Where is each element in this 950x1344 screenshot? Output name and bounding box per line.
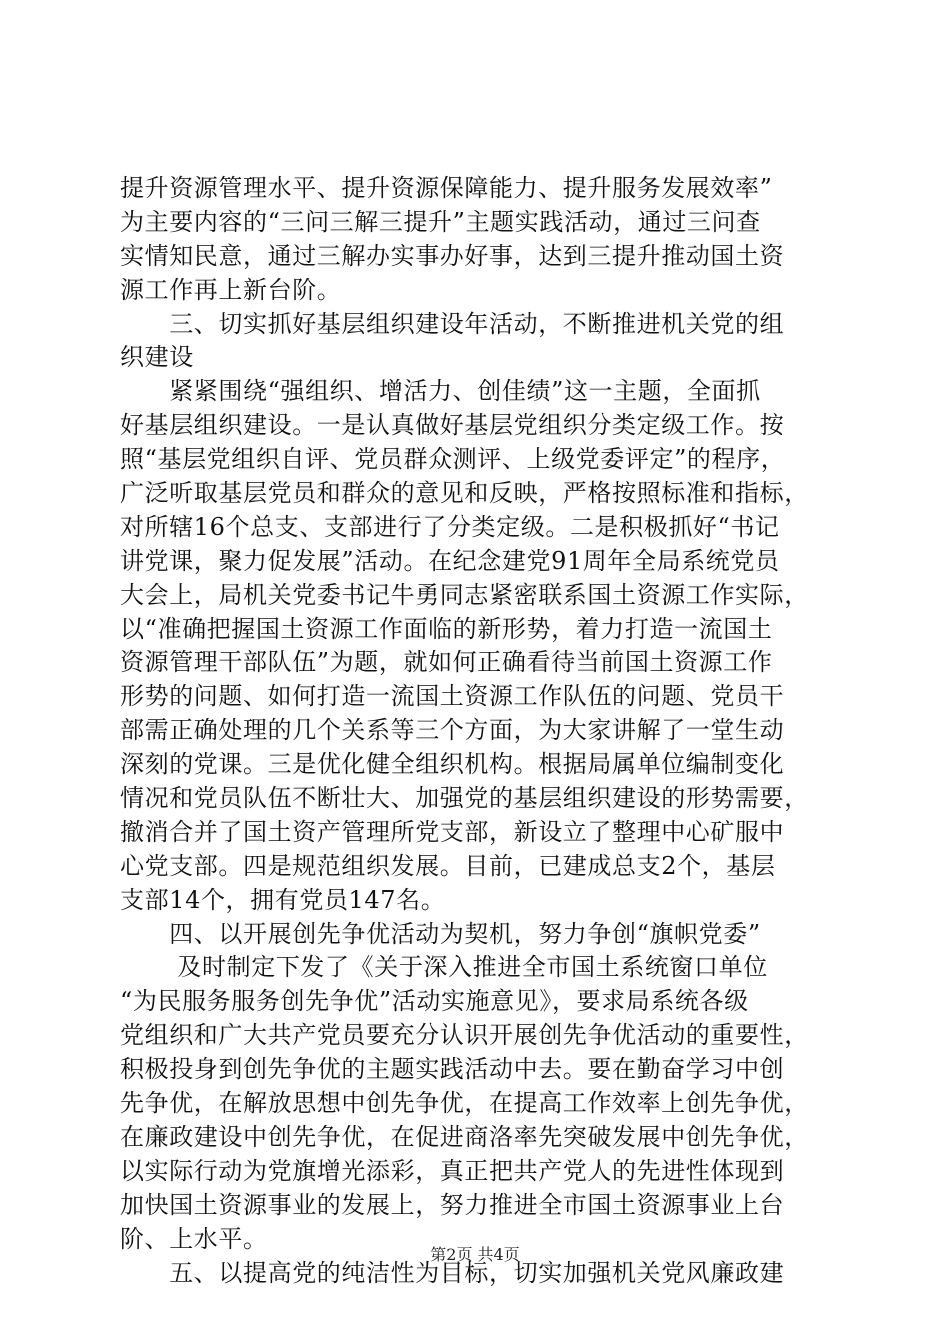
text-line: “为民服务服务创先争优”活动实施意见》，要求局系统各级	[120, 987, 749, 1016]
text-line: 心党支部。四是规范组织发展。目前，已建成总支2个，基层	[120, 851, 776, 880]
text-line: 广泛听取基层党员和群众的意见和反映，严格按照标准和指标，	[120, 479, 809, 508]
text-line: 支部14个，拥有党员147名。	[120, 885, 446, 914]
text-line: 紧紧围绕“强组织、增活力、创佳绩”这一主题，全面抓	[120, 377, 761, 406]
text-line: 实情知民意，通过三解办实事办好事，达到三提升推动国土资	[120, 241, 785, 270]
text-line: 三、切实抓好基层组织建设年活动，不断推进机关党的组	[120, 309, 785, 338]
text-line: 深刻的党课。三是优化健全组织机构。根据局属单位编制变化	[120, 750, 785, 779]
text-line: 源工作再上新台阶。	[120, 275, 342, 304]
text-line: 为主要内容的“三问三解三提升”主题实践活动，通过三问查	[120, 207, 761, 236]
page-footer: 第2页 共4页	[430, 1245, 520, 1264]
text-line: 党组织和广大共产党员要充分认识开展创先争优活动的重要性，	[120, 1021, 809, 1050]
text-line: 大会上，局机关党委书记牛勇同志紧密联系国土资源工作实际，	[120, 580, 809, 609]
text-line: 积极投身到创先争优的主题实践活动中去。要在勤奋学习中创	[120, 1055, 785, 1084]
text-line: 照“基层党组织自评、党员群众测评、上级党委评定”的程序，	[120, 445, 786, 474]
text-line: 情况和党员队伍不断壮大、加强党的基层组织建设的形势需要，	[120, 784, 809, 813]
text-line: 好基层组织建设。一是认真做好基层党组织分类定级工作。按	[120, 411, 785, 440]
body-text	[120, 172, 838, 1290]
text-line: 在廉政建设中创先争优，在促进商洛率先突破发展中创先争优，	[120, 1122, 809, 1151]
text-line: 及时制定下发了《关于深入推进全市国土系统窗口单位	[120, 953, 768, 982]
text-line: 部需正确处理的几个关系等三个方面，为大家讲解了一堂生动	[120, 716, 785, 745]
text-line: 五、以提高党的纯洁性为目标，切实加强机关党风廉政建	[120, 1258, 785, 1287]
text-line: 四、以开展创先争优活动为契机，努力争创“旗帜党委”	[120, 919, 761, 948]
text-line: 提升资源管理水平、提升资源保障能力、提升服务发展效率”	[120, 174, 773, 202]
text-line: 讲党课，聚力促发展”活动。在纪念建党91周年全局系统党员	[120, 546, 780, 575]
text-line: 撤消合并了国土资产管理所党支部，新设立了整理中心矿服中	[120, 817, 785, 846]
text-line: 对所辖16个总支、支部进行了分类定级。二是积极抓好“书记	[120, 512, 780, 541]
text-line: 阶、上水平。	[120, 1224, 268, 1253]
text-line: 以实际行动为党旗增光添彩，真正把共产党人的先进性体现到	[120, 1156, 785, 1185]
text-line: 加快国土资源事业的发展上，努力推进全市国土资源事业上台	[120, 1190, 785, 1219]
text-line: 形势的问题、如何打造一流国土资源工作队伍的问题、党员干	[120, 682, 785, 711]
text-line: 先争优，在解放思想中创先争优，在提高工作效率上创先争优，	[120, 1089, 809, 1118]
text-line: 织建设	[120, 343, 194, 372]
text-line: 资源管理干部队伍”为题，就如何正确看待当前国土资源工作	[120, 648, 773, 677]
text-line: 以“准确把握国土资源工作面临的新形势，着力打造一流国土	[120, 614, 773, 643]
